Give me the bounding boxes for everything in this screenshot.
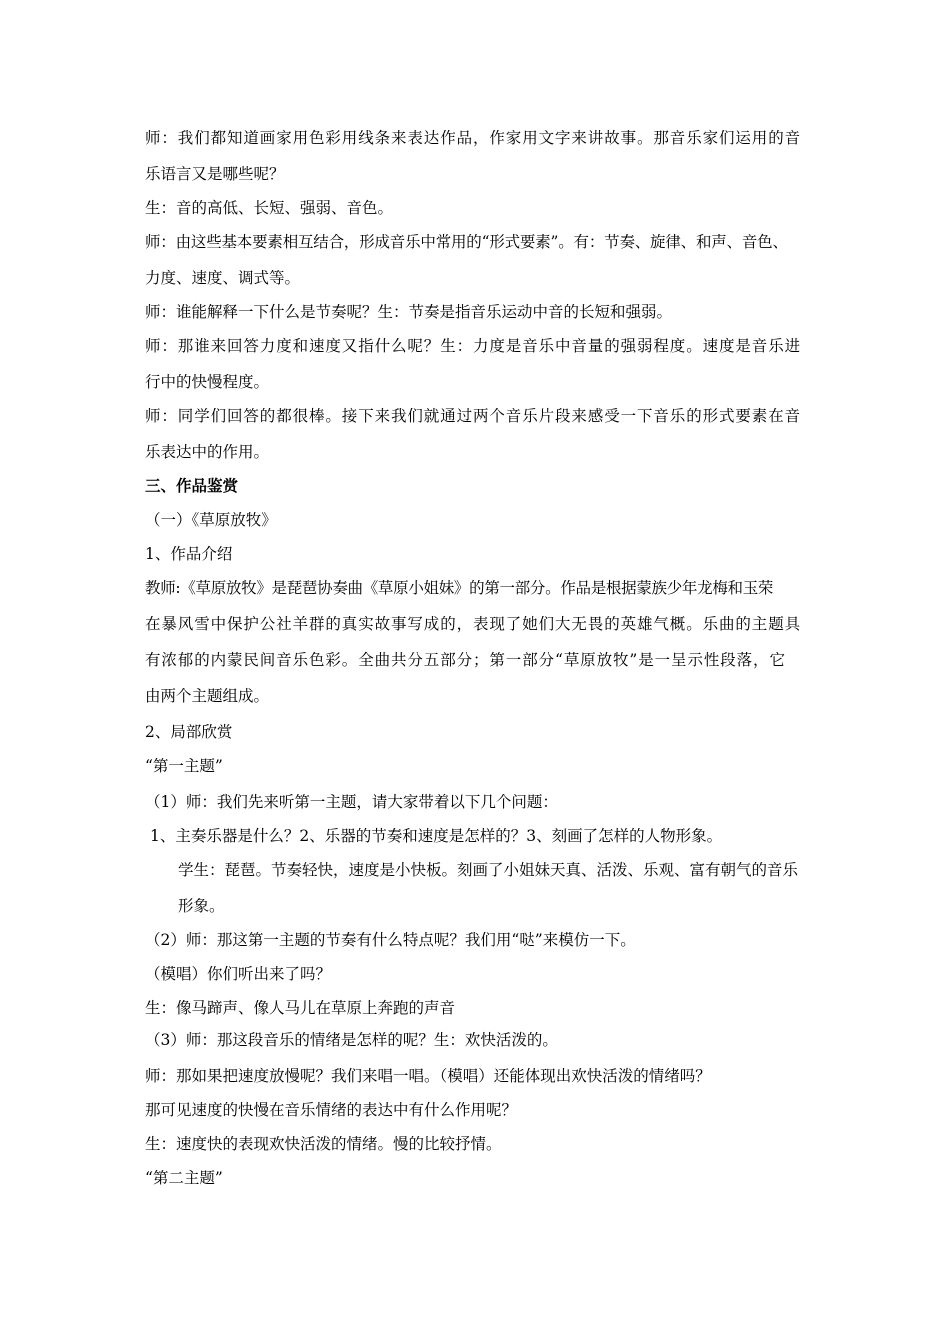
dialogue-line: 师：同学们回答的都很棒。接下来我们就通过两个音乐片段来感受一下音乐的形式要素在音 <box>145 407 802 425</box>
dialogue-line: 师：那如果把速度放慢呢？我们来唱一唱。（模唱）还能体现出欢快活泼的情绪吗？ <box>145 1067 711 1085</box>
dialogue-line: 生：像马蹄声、像人马儿在草原上奔跑的声音 <box>145 999 456 1017</box>
dialogue-line: 生：音的高低、长短、强弱、音色。 <box>145 199 394 217</box>
dialogue-line: 乐语言又是哪些呢？ <box>145 165 285 183</box>
dialogue-line: 生：速度快的表现欢快活泼的情绪。慢的比较抒情。 <box>145 1135 502 1153</box>
theme-title: “第一主题” <box>145 757 223 775</box>
section-heading: 三、作品鉴赏 <box>145 477 239 495</box>
dialogue-line: 师：我们都知道画家用色彩用线条来表达作品，作家用文字来讲故事。那音乐家们运用的音 <box>145 129 802 147</box>
paragraph-line: 有浓郁的内蒙民间音乐色彩。全曲共分五部分；第一部分“草原放牧”是一呈示性段落，它 <box>145 651 786 669</box>
dialogue-line: 师：由这些基本要素相互结合，形成音乐中常用的“形式要素”。有：节奏、旋律、和声、音色、 <box>145 233 788 251</box>
dialogue-line: 行中的快慢程度。 <box>145 373 270 391</box>
paragraph-line: 由两个主题组成。 <box>145 687 270 705</box>
dialogue-line: 师：谁能解释一下什么是节奏呢？生：节奏是指音乐运动中音的长短和强弱。 <box>145 303 673 321</box>
item-title: 1、作品介绍 <box>145 545 233 563</box>
dialogue-line: 力度、速度、调式等。 <box>145 269 301 287</box>
item-title: 2、局部欣赏 <box>145 723 233 741</box>
answer-line: 形象。 <box>178 897 225 915</box>
dialogue-line: （3）师：那这段音乐的情绪是怎样的呢？生：欢快活泼的。 <box>145 1031 558 1049</box>
dialogue-line: 乐表达中的作用。 <box>145 443 270 461</box>
question-list: 1、主奏乐器是什么？2、乐器的节奏和速度是怎样的？3、刻画了怎样的人物形象。 <box>150 827 723 845</box>
paragraph-line: 在暴风雪中保护公社羊群的真实故事写成的，表现了她们大无畏的英雄气概。乐曲的主题具 <box>145 615 802 633</box>
subsection-title: （一）《草原放牧》 <box>145 511 277 529</box>
dialogue-line: 师：那谁来回答力度和速度又指什么呢？生：力度是音乐中音量的强弱程度。速度是音乐进 <box>145 337 802 355</box>
dialogue-line: （1）师：我们先来听第一主题，请大家带着以下几个问题： <box>145 793 558 811</box>
theme-title: “第二主题” <box>145 1169 223 1187</box>
dialogue-line: （2）师：那这第一主题的节奏有什么特点呢？我们用“哒”来模仿一下。 <box>145 931 636 949</box>
dialogue-line: 那可见速度的快慢在音乐情绪的表达中有什么作用呢？ <box>145 1101 518 1119</box>
paragraph-line: 教师:《草原放牧》是琵琶协奏曲《草原小姐妹》的第一部分。作品是根据蒙族少年龙梅和玉荣 <box>145 579 774 597</box>
answer-line: 学生：琵琶。节奏轻快，速度是小快板。刻画了小姐妹天真、活泼、乐观、富有朝气的音乐 <box>178 861 799 879</box>
dialogue-line: （模唱）你们听出来了吗？ <box>145 965 332 983</box>
